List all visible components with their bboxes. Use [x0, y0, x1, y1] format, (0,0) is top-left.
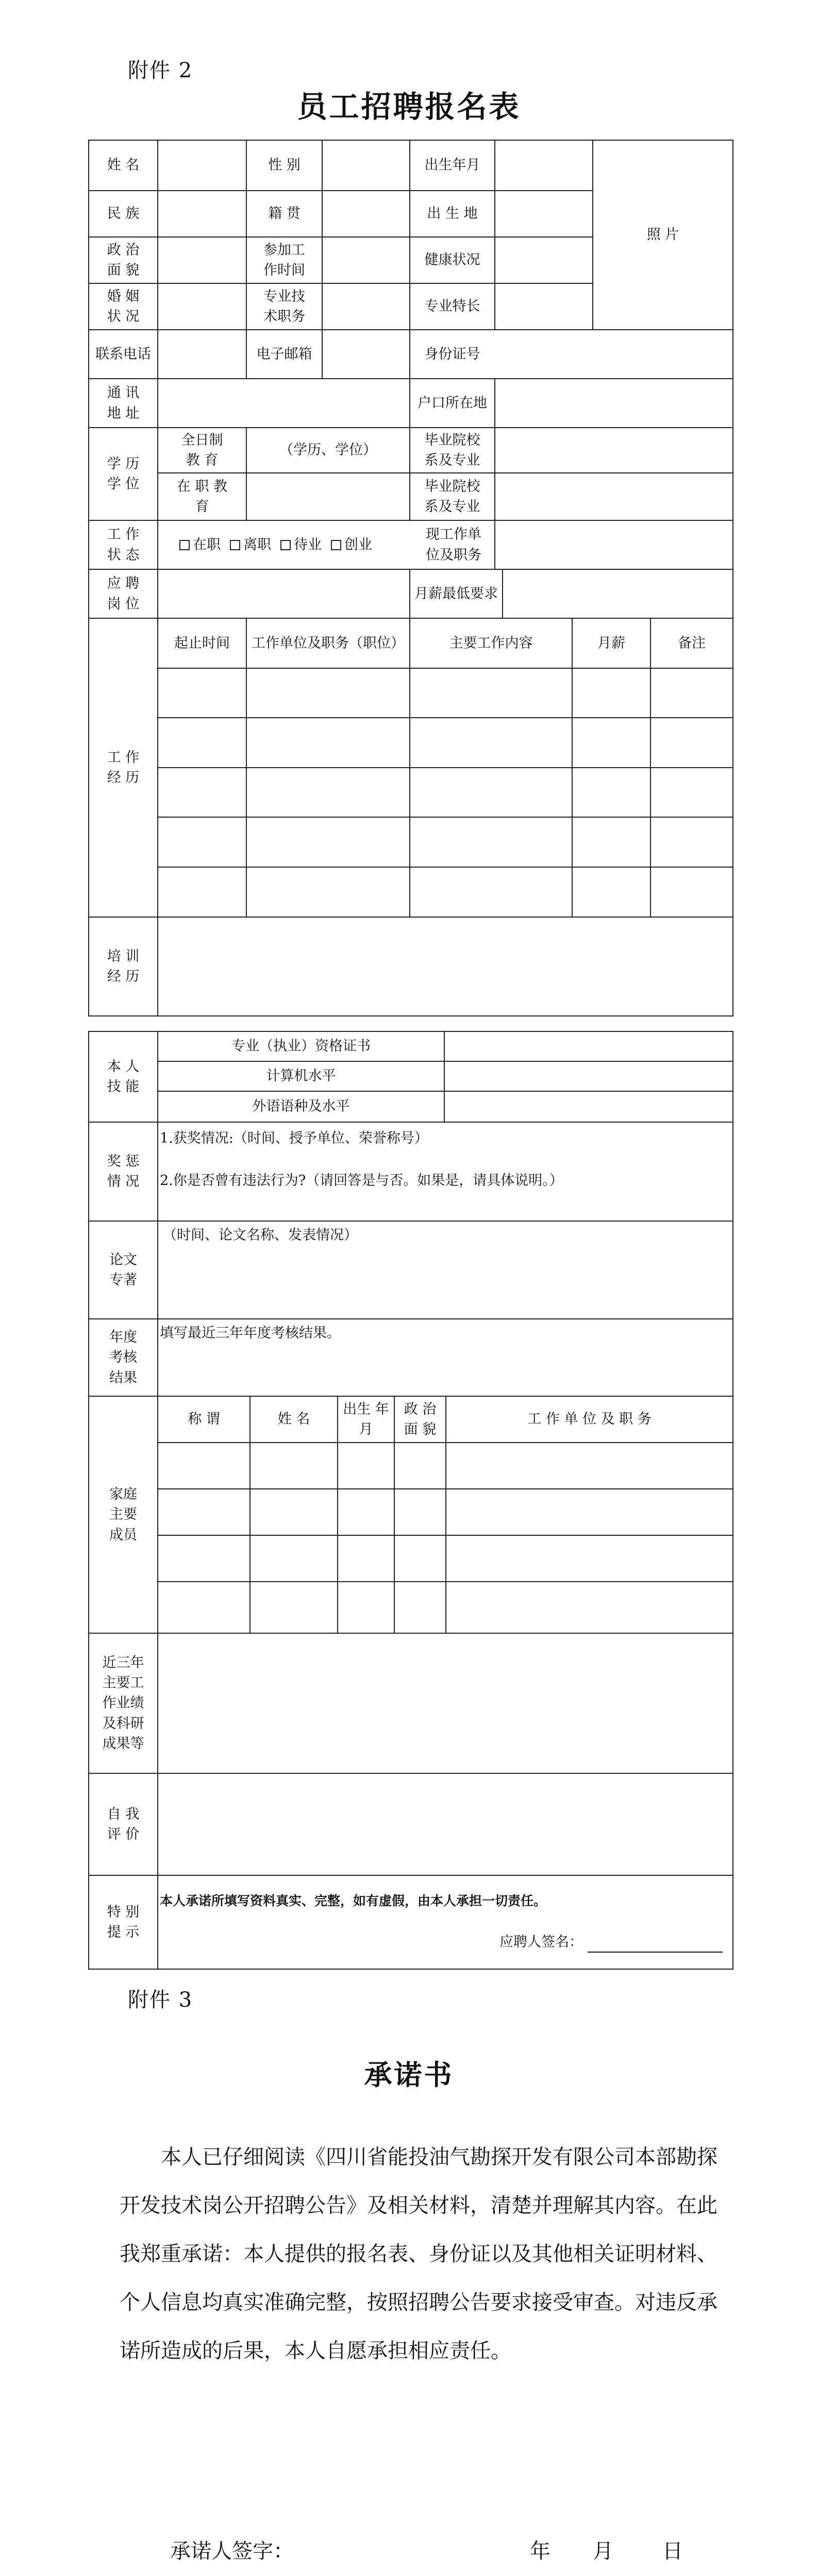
label-name: 姓 名: [107, 157, 140, 174]
label-current-unit: 现工作单位及职务: [426, 527, 481, 563]
label-papers: 论文 专著: [109, 1251, 137, 1288]
label-gender: 性 别: [268, 157, 301, 174]
date-month: 月: [593, 2539, 613, 2563]
checkbox-waiting[interactable]: [280, 540, 291, 550]
label-education: 学 历 学 位: [107, 455, 140, 492]
label-ethnicity: 民 族: [107, 206, 140, 222]
work-status-options: [165, 520, 410, 569]
label-title: 专业技术职务: [263, 288, 305, 325]
work-header-unit: 工作单位及职务（职位）: [252, 635, 405, 651]
label-work-start: 参加工作时间: [263, 242, 305, 278]
label-achievements: 近三年 主要工 作业绩 及科研 成果等: [102, 1655, 144, 1752]
checkbox-left[interactable]: [230, 540, 240, 550]
attachment-3-label: 附件 3: [128, 1988, 193, 2012]
label-marital: 婚 姻 状 况: [107, 288, 140, 325]
label-health: 健康状况: [424, 252, 480, 268]
work-header-period: 起止时间: [174, 635, 230, 651]
opt-employed: 在职: [193, 536, 221, 553]
family-header-unit: 工 作 单 位 及 职 务: [527, 1411, 652, 1428]
label-inservice: 在 职 教 育: [176, 478, 228, 515]
photo-box[interactable]: 照 片: [646, 227, 679, 243]
label-fulltime: 全日制 教 育: [181, 432, 223, 468]
date-year: 年: [530, 2539, 550, 2563]
label-id-no: 身份证号: [424, 346, 480, 362]
label-work-history: 工 作 经 历: [107, 749, 140, 786]
awards-q1: 1.获奖情况:（时间、授予单位、荣誉称号）: [160, 1130, 428, 1147]
label-grad-school-1: 毕业院校系及专业: [424, 432, 480, 468]
checkbox-employed[interactable]: [179, 540, 190, 550]
label-language: 外语语种及水平: [252, 1098, 350, 1115]
opt-waiting: 待业: [294, 536, 322, 553]
label-native: 籍 贯: [268, 206, 301, 222]
label-political: 政 治 面 貌: [107, 242, 140, 278]
awards-q2: 2.你是否曾有违法行为?（请回答是与否。如果是，请具体说明。）: [160, 1173, 563, 1189]
family-header-political: 政 治 面 貌: [404, 1401, 437, 1437]
appraisal-hint: 填写最近三年年度考核结果。: [160, 1325, 341, 1341]
label-work-status: 工 作 状 态: [107, 527, 140, 563]
label-birth: 出生年月: [424, 157, 480, 174]
label-computer: 计算机水平: [266, 1068, 336, 1084]
family-header-birth: 出生 年月: [343, 1401, 389, 1437]
label-grad-school-2: 毕业院校系及专业: [424, 478, 480, 515]
label-birthplace: 出 生 地: [427, 206, 478, 222]
applicant-sign-label: 应聘人签名：: [499, 1934, 583, 1951]
label-training: 培 训 经 历: [107, 948, 140, 985]
work-header-salary: 月薪: [597, 635, 625, 651]
label-hukou: 户口所在地: [418, 395, 487, 411]
checkbox-startup[interactable]: [331, 540, 341, 550]
degree-hint: （学历、学位）: [279, 442, 377, 459]
label-address: 通 讯 地 址: [107, 385, 140, 421]
form-title: 员工招聘报名表: [297, 89, 521, 124]
notice-text: 本人承诺所填写资料真实、完整，如有虚假，由本人承担一切责任。: [160, 1893, 547, 1908]
pledge-sign-label: 承诺人签字：: [170, 2539, 294, 2563]
label-skills: 本 人 技 能: [107, 1058, 140, 1095]
family-header-relation: 称 谓: [188, 1411, 220, 1428]
label-email: 电子邮箱: [256, 346, 312, 362]
attachment-2-label: 附件 2: [128, 59, 193, 82]
family-header-name: 姓 名: [277, 1411, 310, 1428]
opt-left: 离职: [243, 536, 271, 553]
label-specialty: 专业特长: [424, 298, 480, 315]
date-day: 日: [662, 2539, 683, 2563]
label-apply-post: 应 聘 岗 位: [107, 575, 140, 612]
label-min-salary: 月薪最低要求: [414, 585, 498, 602]
pledge-title: 承诺书: [364, 2058, 454, 2091]
work-header-remark: 备注: [678, 635, 706, 651]
label-self-eval: 自 我 评 价: [107, 1806, 140, 1842]
applicant-sign-line[interactable]: [588, 1952, 723, 1953]
label-phone: 联系电话: [95, 346, 151, 362]
label-cert: 专业（执业）资格证书: [231, 1038, 371, 1055]
papers-hint: （时间、论文名称、发表情况）: [163, 1227, 358, 1243]
label-appraisal: 年度 考核 结果: [109, 1329, 137, 1386]
label-family: 家庭 主要 成员: [109, 1486, 137, 1543]
label-notice: 特 别 提 示: [107, 1904, 140, 1940]
work-header-content: 主要工作内容: [449, 635, 533, 651]
label-awards: 奖 惩 情 况: [107, 1153, 140, 1190]
pledge-text: 本人已仔细阅读《四川省能投油气勘探开发有限公司本部勘探开发技术岗公开招聘公告》及相关材料，清楚并理解其内容。在此我郑重承诺：本人提供的报名表、身份证以及其他相关证明材料、个人信息均真实准确完整，按照招聘公告要求接受审查。对违反承诺所造成的后果，本人自愿承担相应责任。: [120, 2145, 717, 2363]
opt-startup: 创业: [344, 536, 372, 553]
